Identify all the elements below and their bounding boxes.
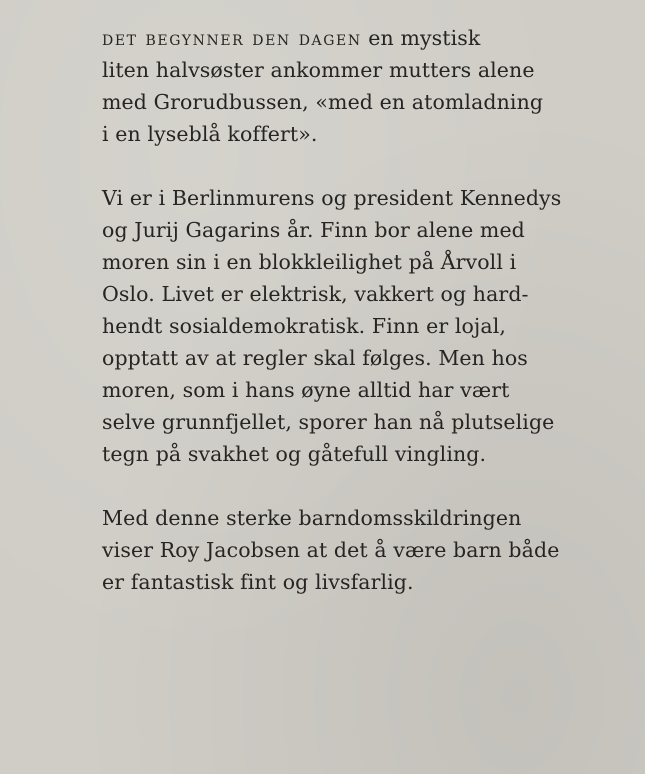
paragraph-intro [102,22,612,150]
story-line: opptatt av at regler skal følges. Men hos [102,346,528,370]
paragraph-closing [102,502,612,598]
blurb-text [102,22,612,630]
story-line: moren, som i hans øyne alltid har vært [102,378,510,402]
intro-line-2: liten halvsøster ankommer mutters alene [102,58,535,82]
closing-line: Med denne sterke barndomsskildringen [102,506,522,530]
paragraph-story [102,182,612,470]
story-line: og Jurij Gagarins år. Finn bor alene med [102,218,525,242]
story-line: selve grunnfjellet, sporer han nå plutselige [102,410,555,434]
intro-line-3: med Grorudbussen, «med en atomladning [102,90,544,114]
story-line: moren sin i en blokkleilighet på Årvoll i [102,250,517,274]
story-line: Oslo. Livet er elektrisk, vakkert og hard- [102,282,529,306]
intro-line-4: i en lyseblå koffert». [102,122,318,146]
closing-line: er fantastisk fint og livsfarlig. [102,570,414,594]
small-caps-lead-in: det begynner den dagen [102,26,362,50]
intro-line-1-rest: en mystisk [361,26,481,50]
intro-line-1 [102,22,612,54]
story-line: hendt sosialdemokratisk. Finn er lojal, [102,314,506,338]
closing-line: viser Roy Jacobsen at det å være barn både [102,538,560,562]
story-line: tegn på svakhet og gåtefull vingling. [102,442,487,466]
story-line: Vi er i Berlinmurens og president Kennedys [102,186,562,210]
